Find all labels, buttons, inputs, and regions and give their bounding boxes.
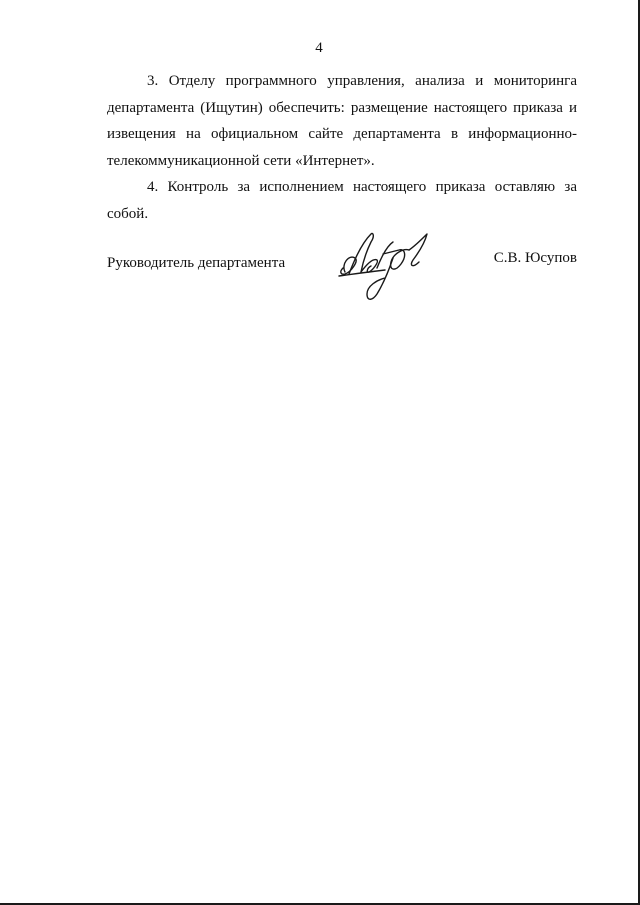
paragraph-4: 4. Контроль за исполнением настоящего приказа оставляю за собой.: [107, 179, 577, 222]
document-body: [107, 68, 577, 227]
page-number: 4: [315, 40, 323, 56]
signatory-role: Руководитель департамента: [107, 255, 286, 271]
signatory-name: С.В. Юсупов: [493, 250, 577, 266]
handwritten-signature-icon: [333, 228, 433, 310]
paragraph-3: 3. Отделу программного управления, анализа и мониторинга департамента (Ищутин) обеспечить: размещение настоящего приказа и извещения на официальном сайте департамента в информационно-телекоммуникационной сети «Интернет».: [107, 73, 577, 169]
signature-block: [107, 250, 577, 310]
